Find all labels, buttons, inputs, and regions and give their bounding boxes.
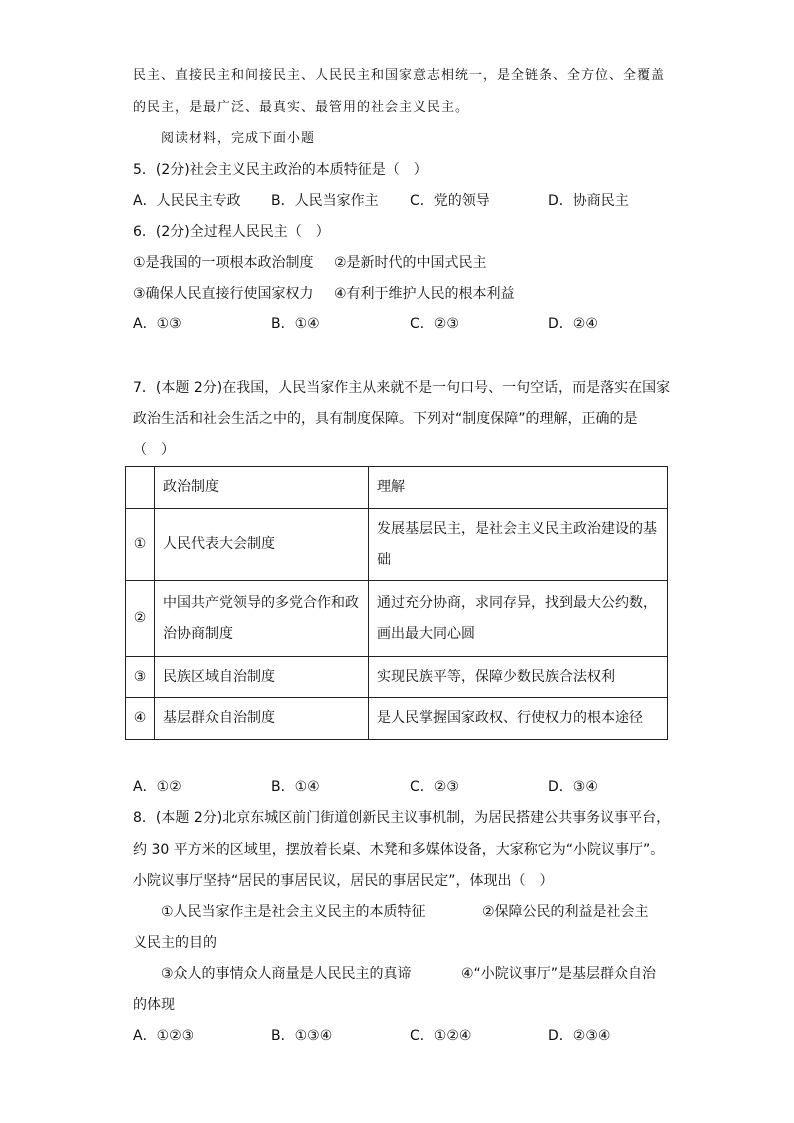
q8-item-4-continued: 的体现 — [133, 997, 175, 1013]
q6-option-a[interactable]: A．①③ — [133, 316, 182, 332]
q6-option-c[interactable]: C．②③ — [410, 316, 459, 332]
q8-option-d[interactable]: D．②③④ — [548, 1028, 611, 1044]
q5-option-c[interactable]: C．党的领导 — [410, 193, 490, 209]
table-header-row — [126, 467, 668, 509]
q6-item-3: ③确保人民直接行使国家权力 — [133, 286, 314, 302]
row-understanding: 实现民族平等，保障少数民族合法权利 — [369, 657, 668, 698]
question-6-stem: 6．(2分)全过程人民民主（ ） — [133, 224, 330, 240]
table-header-system: 政治制度 — [155, 467, 369, 509]
q8-item-2-continued: 义民主的目的 — [133, 935, 217, 951]
row-system: 人民代表大会制度 — [155, 509, 369, 581]
table-header-understanding: 理解 — [369, 467, 668, 509]
q6-item-1: ①是我国的一项根本政治制度 — [133, 255, 314, 271]
q6-item-4: ④有利于维护人民的根本利益 — [334, 286, 515, 302]
q5-option-d[interactable]: D．协商民主 — [548, 193, 629, 209]
q5-option-a[interactable]: A．人民民主专政 — [133, 193, 241, 209]
political-system-table — [125, 466, 668, 740]
q8-option-a[interactable]: A．①②③ — [133, 1028, 195, 1044]
table-row — [126, 581, 668, 657]
q8-item-2: ②保障公民的利益是社会主 — [482, 904, 649, 920]
row-understanding: 发展基层民主，是社会主义民主政治建设的基础 — [369, 509, 668, 581]
table-header-blank — [126, 467, 155, 509]
intro-line-1: 民主、直接民主和间接民主、人民民主和国家意志相统一，是全链条、全方位、全覆盖 — [133, 68, 666, 83]
q8-option-b[interactable]: B．①③④ — [271, 1028, 333, 1044]
row-number: ④ — [126, 698, 155, 740]
q6-item-2: ②是新时代的中国式民主 — [334, 255, 487, 271]
row-number: ② — [126, 581, 155, 657]
row-system: 中国共产党领导的多党合作和政治协商制度 — [155, 581, 369, 657]
q5-option-b[interactable]: B．人民当家作主 — [271, 193, 379, 209]
question-7-stem-line-1: 7．(本题 2分)在我国，人民当家作主从来就不是一句口号、一句空话，而是落实在国家 — [133, 380, 671, 396]
question-8-stem-line-3: 小院议事厅坚持“居民的事居民议，居民的事居民定”，体现出（ ） — [133, 873, 554, 889]
q8-item-3: ③众人的事情众人商量是人民民主的真谛 — [161, 966, 412, 982]
intro-line-2: 的民主，是最广泛、最真实、最管用的社会主义民主。 — [133, 100, 470, 115]
q8-item-1: ①人民当家作主是社会主义民主的本质特征 — [161, 904, 426, 920]
q7-option-d[interactable]: D．③④ — [548, 779, 598, 795]
q7-option-b[interactable]: B．①④ — [271, 779, 320, 795]
q7-option-c[interactable]: C．②③ — [410, 779, 459, 795]
question-8-stem-line-2: 约 30 平方米的区域里，摆放着长桌、木凳和多媒体设备，大家称它为“小院议事厅”。 — [133, 842, 665, 858]
question-5-stem: 5．(2分)社会主义民主政治的本质特征是（ ） — [133, 162, 428, 178]
row-number: ③ — [126, 657, 155, 698]
row-system: 基层群众自治制度 — [155, 698, 369, 740]
question-7-stem-line-2: 政治生活和社会生活之中的，具有制度保障。下列对“制度保障”的理解，正确的是 — [133, 411, 638, 427]
question-8-stem-line-1: 8．(本题 2分)北京东城区前门街道创新民主议事机制，为居民搭建公共事务议事平台， — [133, 810, 671, 826]
q6-option-b[interactable]: B．①④ — [271, 316, 320, 332]
row-system: 民族区域自治制度 — [155, 657, 369, 698]
row-understanding: 通过充分协商，求同存异，找到最大公约数，画出最大同心圆 — [369, 581, 668, 657]
table-row — [126, 698, 668, 740]
reading-instruction: 阅读材料，完成下面小题 — [161, 131, 316, 146]
question-7-paren: （ ） — [133, 442, 175, 458]
row-number: ① — [126, 509, 155, 581]
q6-option-d[interactable]: D．②④ — [548, 316, 598, 332]
table-row — [126, 657, 668, 698]
row-understanding: 是人民掌握国家政权、行使权力的根本途径 — [369, 698, 668, 740]
q8-option-c[interactable]: C．①②④ — [410, 1028, 472, 1044]
q8-item-4: ④“小院议事厅”是基层群众自治 — [461, 966, 657, 982]
q7-option-a[interactable]: A．①② — [133, 779, 182, 795]
table-row — [126, 509, 668, 581]
